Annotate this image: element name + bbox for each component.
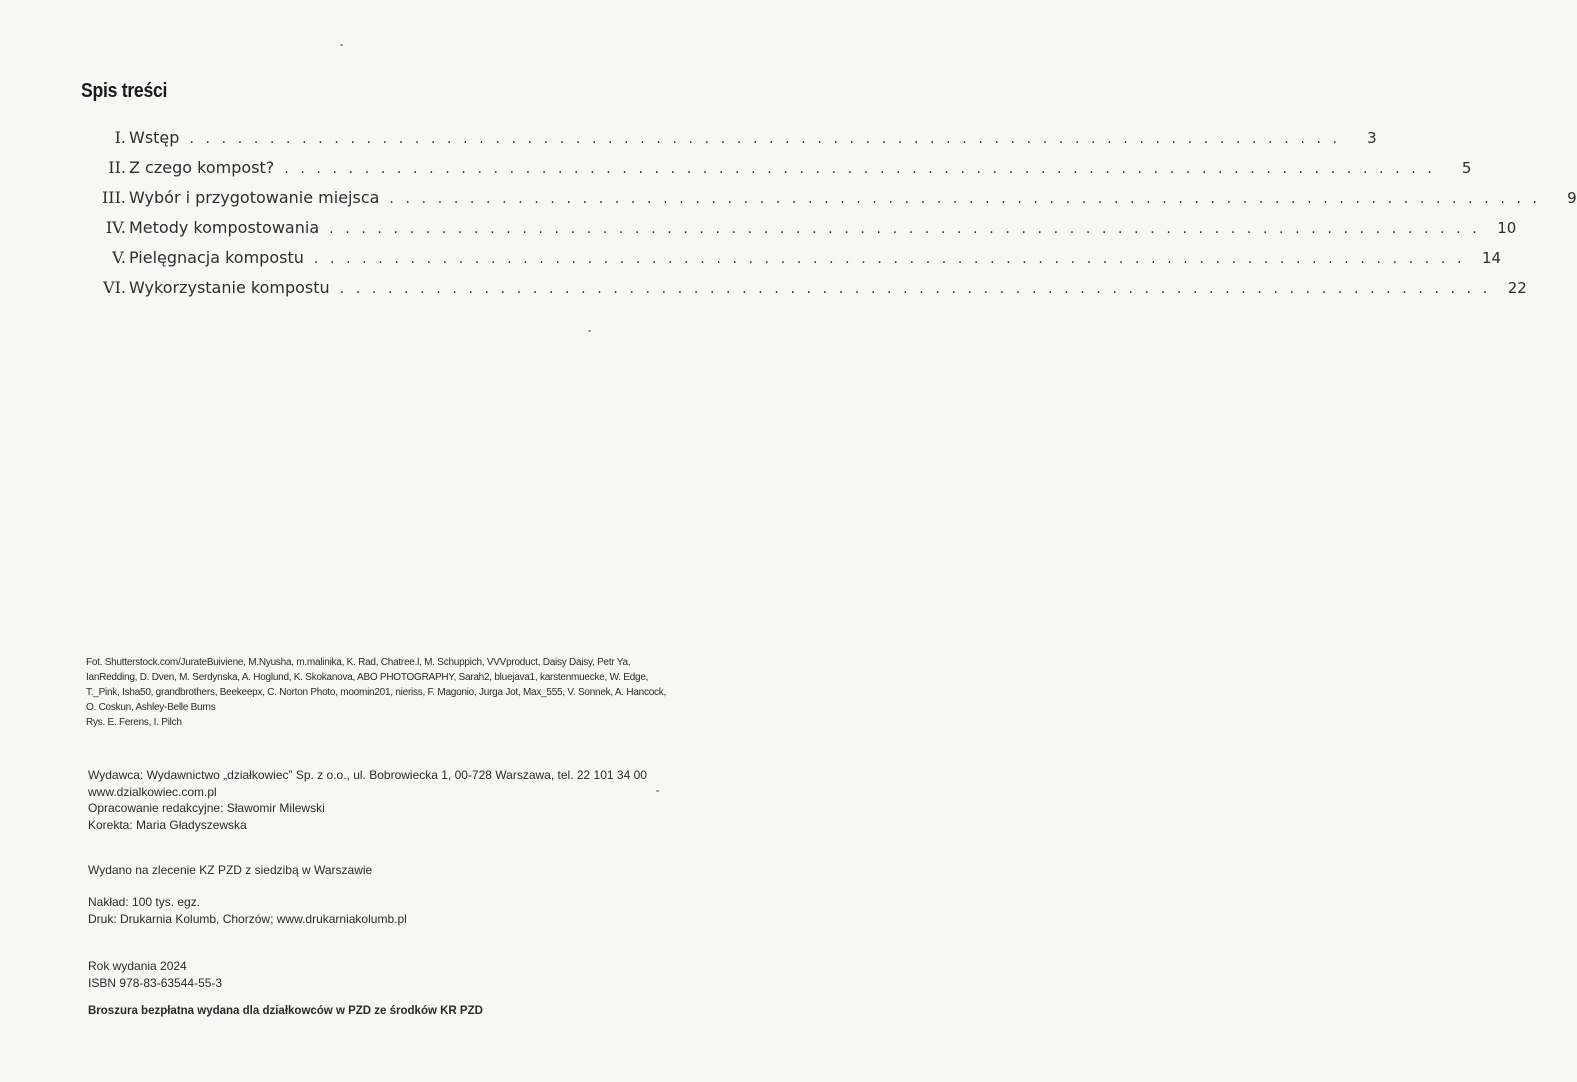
toc-entry[interactable] [80, 278, 1527, 308]
toc-leader-dots: . . . . . . . . . . . . . . . . . . . . . . . . . . . . . . . . . . . . . . . . . . . . . . . . . . . . . . . . . . . . . . . . . . . . . . . . [189, 131, 1341, 147]
toc-leader-dots: . . . . . . . . . . . . . . . . . . . . . . . . . . . . . . . . . . . . . . . . . . . . . . . . . . . . . . . . . . . . . . . . . . . . . . . . [313, 251, 1466, 267]
commission-note [88, 862, 372, 879]
proofreader-line: Korekta: Maria Gładyszewska [88, 817, 247, 832]
photo-credits [86, 655, 706, 730]
credits-line: T._Pink, Isha50, grandbrothers, Beekeepx, C. Norton Photo, moomin201, nieriss, F. Magonio, Jurga Jot, Max_555, V. Sonnek, A. Hancock, [86, 687, 667, 698]
table-of-contents [80, 128, 1577, 308]
toc-entry-page: 3 [1367, 129, 1377, 147]
editor-line: Opracowanie redakcyjne: Sławomir Milewski [88, 801, 325, 815]
toc-entry-number: IV. [105, 218, 126, 237]
toc-entry-label: Pielęgnacja kompostu [129, 248, 304, 267]
scan-speck [340, 44, 343, 46]
toc-entry-number: II. [108, 158, 126, 177]
scan-speck [656, 790, 659, 792]
toc-entry-label: Z czego kompost? [129, 158, 275, 177]
toc-entry[interactable] [80, 188, 1577, 218]
footer-note [88, 1003, 483, 1020]
toc-entry-page: 22 [1507, 279, 1527, 297]
publisher-info [88, 767, 647, 833]
print-run-line: Nakład: 100 tys. egz. [88, 895, 201, 909]
toc-entry[interactable] [80, 218, 1517, 248]
toc-entry-number: I. [114, 128, 126, 147]
toc-entry-label: Wstęp [129, 128, 180, 147]
toc-entry-label: Metody kompostowania [129, 218, 320, 237]
isbn-line: ISBN 978-83-63544-55-3 [88, 975, 223, 990]
toc-entry-page: 14 [1481, 249, 1502, 267]
toc-entry-number: V. [112, 248, 126, 267]
commission-line: Wydano na zlecenie KZ PZD z siedzibą w Warszawie [88, 863, 373, 877]
publisher-website: www.dzialkowiec.com.pl [88, 784, 217, 799]
page-title: Spis treści [81, 80, 168, 102]
edition-year: Rok wydania 2024 [88, 959, 187, 973]
toc-entry-page: 5 [1461, 159, 1472, 177]
toc-entry[interactable] [80, 248, 1502, 278]
toc-leader-dots: . . . . . . . . . . . . . . . . . . . . . . . . . . . . . . . . . . . . . . . . . . . . . . . . . . . . . . . . . . . . . . . . . . . . . . . . [284, 161, 1436, 177]
credits-line: Fot. Shutterstock.com/JurateBuiviene, M.Nyusha, m.malinika, K. Rad, Chatree.l, M. Schuppich, VVVproduct, Daisy Daisy, Petr Ya, [86, 657, 631, 668]
toc-entry[interactable] [80, 128, 1377, 158]
scan-speck [588, 330, 591, 332]
toc-entry-number: VI. [103, 278, 126, 297]
toc-leader-dots: . . . . . . . . . . . . . . . . . . . . . . . . . . . . . . . . . . . . . . . . . . . . . . . . . . . . . . . . . . . . . . . . . . . . . . . . [389, 191, 1541, 207]
print-info [88, 894, 407, 927]
toc-entry-label: Wybór i przygotowanie miejsca [129, 188, 380, 207]
free-brochure-note: Broszura bezpłatna wydana dla działkowców w PZD ze środków KR PZD [88, 1005, 483, 1017]
toc-entry-page: 10 [1497, 219, 1517, 237]
edition-info [88, 958, 222, 991]
toc-entry-number: III. [101, 188, 126, 207]
toc-entry[interactable] [80, 158, 1472, 188]
credits-line: O. Coskun, Ashley-Belle Burns [86, 702, 216, 713]
credits-line: IanRedding, D. Dven, M. Serdynska, A. Hoglund, K. Skokanova, ABO PHOTOGRAPHY, Sarah2, bluejava1, karstenmuecke, W. Edge, [86, 672, 649, 683]
toc-entry-page: 9 [1567, 189, 1577, 207]
illustration-credits: Rys. E. Ferens, I. Pilch [86, 717, 182, 728]
toc-leader-dots: . . . . . . . . . . . . . . . . . . . . . . . . . . . . . . . . . . . . . . . . . . . . . . . . . . . . . . . . . . . . . . . . . . . . . . . . [339, 281, 1491, 297]
printer-line: Druk: Drukarnia Kolumb, Chorzów; www.drukarniakolumb.pl [88, 911, 407, 926]
toc-entry-label: Wykorzystanie kompostu [129, 278, 330, 297]
toc-leader-dots: . . . . . . . . . . . . . . . . . . . . . . . . . . . . . . . . . . . . . . . . . . . . . . . . . . . . . . . . . . . . . . . . . . . . . . . . [329, 221, 1481, 237]
publisher-line: Wydawca: Wydawnictwo „działkowiec” Sp. z o.o., ul. Bobrowiecka 1, 00-728 Warszawa, tel. 22 101 34 00 [88, 768, 647, 782]
